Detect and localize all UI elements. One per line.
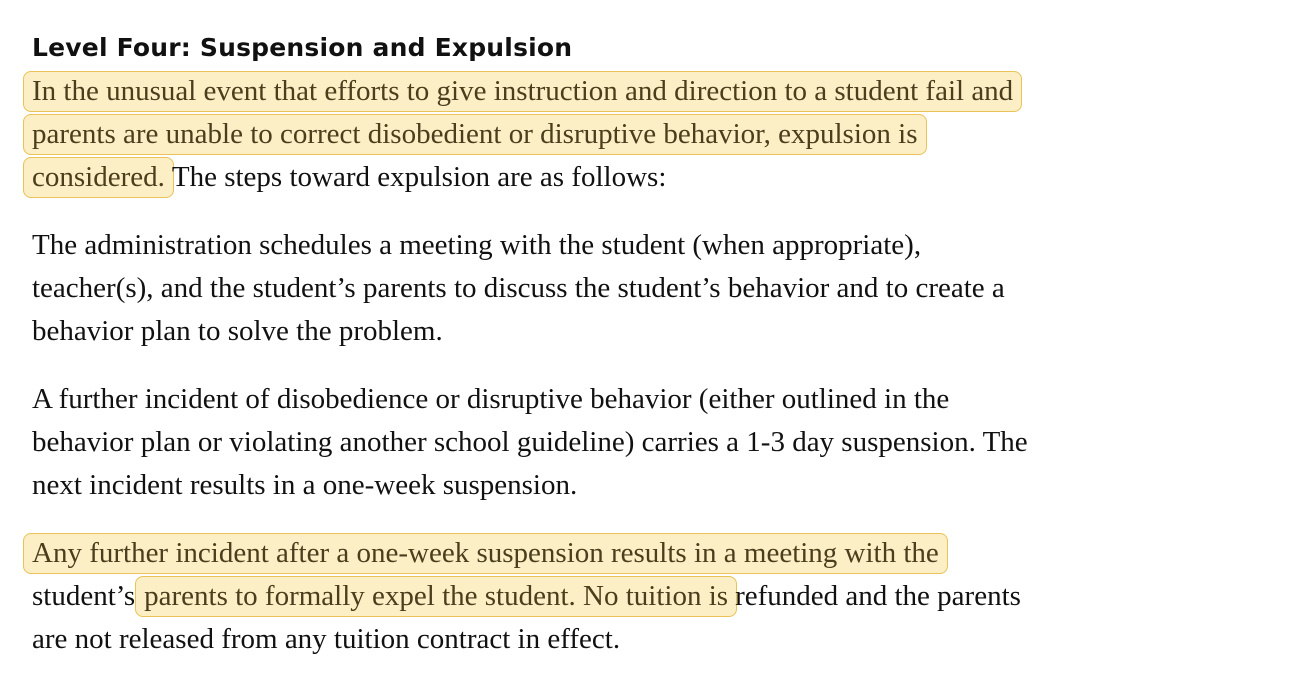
text: student’s — [32, 580, 136, 612]
text-line — [32, 575, 1272, 618]
text-line: behavior plan or violating another school guideline) carries a 1-3 day suspension. The — [32, 426, 1028, 458]
text-line: behavior plan to solve the problem. — [32, 315, 443, 347]
paragraph-expulsion — [32, 532, 1272, 661]
document-page — [32, 26, 1272, 661]
section-heading: Level Four: Suspension and Expulsion — [32, 33, 573, 62]
text-line — [32, 532, 1272, 575]
highlight[interactable]: parents to formally expel the student. No tuition is — [135, 576, 737, 617]
text-line: teacher(s), and the student’s parents to discuss the student’s behavior and to create a — [32, 272, 1005, 304]
text-line: next incident results in a one-week suspension. — [32, 469, 578, 501]
highlight[interactable]: considered. — [23, 157, 174, 198]
highlight[interactable]: parents are unable to correct disobedient or disruptive behavior, expulsion is — [23, 114, 927, 155]
paragraph-suspension — [32, 378, 1272, 507]
paragraph-meeting — [32, 224, 1272, 353]
text-line — [32, 70, 1272, 113]
text: The steps toward expulsion are as follows: — [171, 161, 667, 193]
text: refunded and the parents — [735, 580, 1021, 612]
text-line — [32, 113, 1272, 156]
text-line: are not released from any tuition contract in effect. — [32, 623, 621, 655]
text-line — [32, 156, 1272, 199]
highlight[interactable]: In the unusual event that efforts to give instruction and direction to a student fail and — [23, 71, 1022, 112]
highlight[interactable]: Any further incident after a one-week suspension results in a meeting with the — [23, 533, 948, 574]
paragraph-intro — [32, 70, 1272, 199]
text-line: The administration schedules a meeting with the student (when appropriate), — [32, 229, 922, 261]
text-line: A further incident of disobedience or disruptive behavior (either outlined in the — [32, 383, 950, 415]
